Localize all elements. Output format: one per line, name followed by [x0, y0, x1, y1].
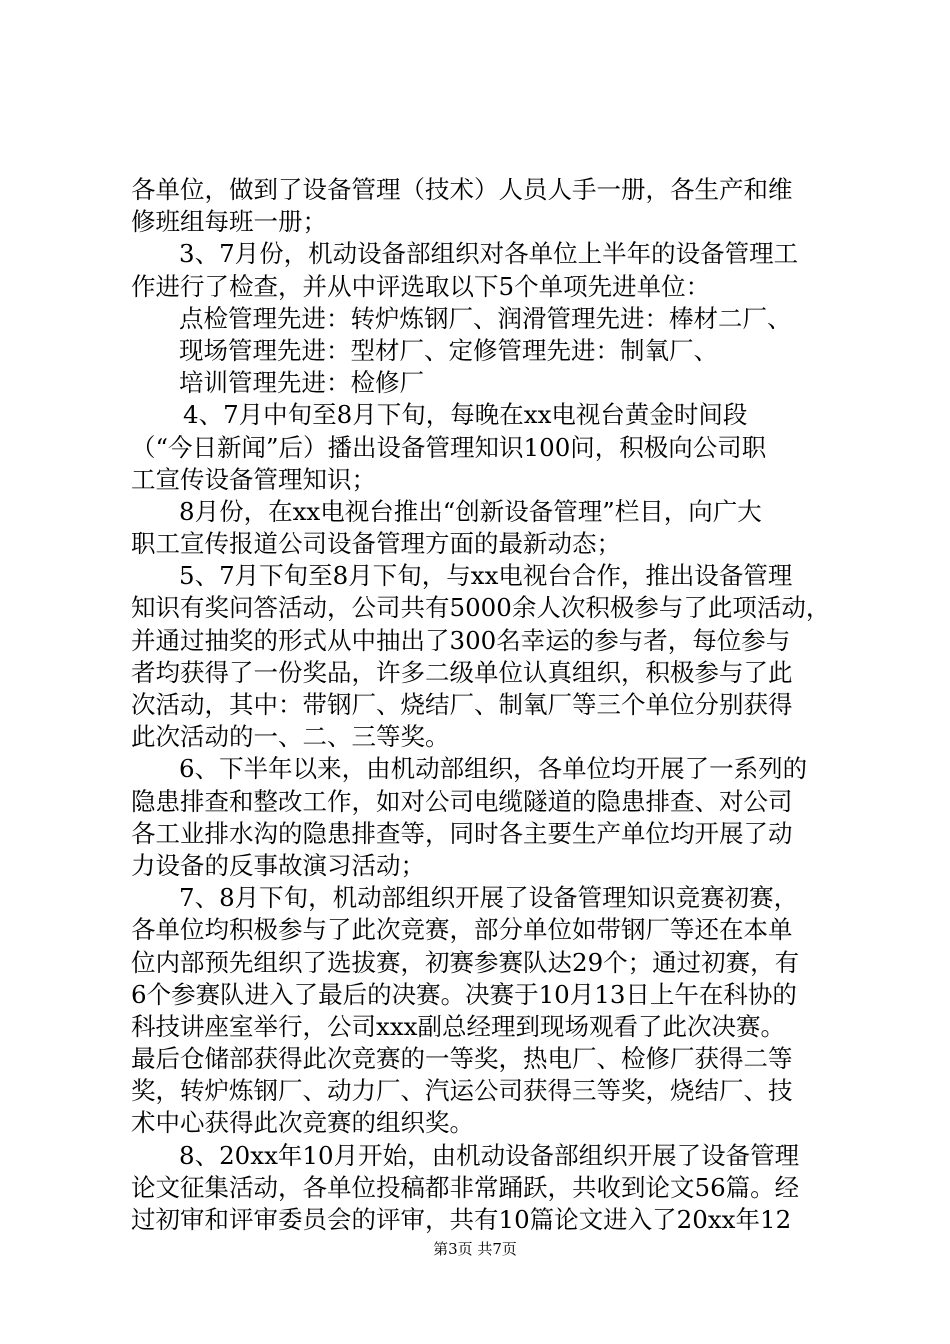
text-line: 8、20xx年10月开始，由机动设备部组织开展了设备管理: [179, 1140, 800, 1170]
text-line: 位内部预先组织了选拔赛，初赛参赛队达29个；通过初赛，有: [131, 947, 800, 977]
text-line: 6、下半年以来，由机动部组织，各单位均开展了一系列的: [179, 754, 808, 784]
text-line: 科技讲座室举行，公司xxx副总经理到现场观看了此次决赛。: [131, 1011, 785, 1041]
text-line: 术中心获得此次竞赛的组织奖。: [131, 1108, 474, 1138]
document-body: [131, 174, 831, 1236]
text-line: 作进行了检查，并从中评选取以下5个单项先进单位：: [131, 271, 711, 301]
text-line: 职工宣传报道公司设备管理方面的最新动态；: [131, 529, 621, 559]
text-line: 次活动，其中：带钢厂、烧结厂、制氧厂等三个单位分别获得: [131, 690, 793, 719]
text-line: 最后仓储部获得此次竞赛的一等奖，热电厂、检修厂获得二等: [131, 1044, 793, 1074]
text-line: 3、7月份，机动设备部组织对各单位上半年的设备管理工: [179, 239, 799, 269]
text-line: 4、7月中旬至8月下旬，每晚在xx电视台黄金时间段: [183, 400, 748, 430]
text-line: 隐患排查和整改工作，如对公司电缆隧道的隐患排查、对公司: [131, 786, 793, 816]
text-line: 7、8月下旬，机动部组织开展了设备管理知识竞赛初赛，: [179, 883, 799, 913]
text-line: 并通过抽奖的形式从中抽出了300名幸运的参与者，每位参与: [131, 625, 791, 655]
text-line: 各单位，做到了设备管理（技术）人员人手一册，各生产和维: [131, 175, 793, 204]
text-line: 力设备的反事故演习活动；: [131, 850, 425, 880]
text-line: 5、7月下旬至8月下旬，与xx电视台合作，推出设备管理: [179, 561, 793, 591]
text-line: 过初审和评审委员会的评审，共有10篇论文进入了20xx年12: [131, 1205, 792, 1234]
text-line: 各单位均积极参与了此次竞赛，部分单位如带钢厂等还在本单: [131, 915, 793, 945]
text-line: 现场管理先进：型材厂、定修管理先进：制氧厂、: [179, 335, 718, 365]
text-line: 此次活动的一、二、三等奖。: [131, 722, 450, 752]
text-line: 者均获得了一份奖品，许多二级单位认真组织，积极参与了此: [131, 657, 793, 687]
text-line: 论文征集活动，各单位投稿都非常踊跃，共收到论文56篇。经: [131, 1172, 800, 1202]
text-line: 修班组每班一册；: [131, 207, 327, 237]
text-line: 奖，转炉炼钢厂、动力厂、汽运公司获得三等奖，烧结厂、技: [131, 1076, 793, 1106]
text-line: （“今日新闻”后）播出设备管理知识100问，积极向公司职: [131, 432, 767, 462]
text-line: 点检管理先进：转炉炼钢厂、润滑管理先进：棒材二厂、: [179, 303, 792, 333]
text-line: 知识有奖问答活动，公司共有5000余人次积极参与了此项活动，: [131, 593, 831, 623]
page-footer: 第3页 共7页: [433, 1240, 517, 1258]
text-line: 6个参赛队进入了最后的决赛。决赛于10月13日上午在科协的: [131, 979, 797, 1009]
text-line: 各工业排水沟的隐患排查等，同时各主要生产单位均开展了动: [131, 818, 793, 848]
text-line: 工宣传设备管理知识；: [131, 464, 376, 494]
text-line: 培训管理先进：检修厂: [179, 368, 424, 398]
text-line: 8月份，在xx电视台推出“创新设备管理”栏目，向广大: [179, 496, 762, 526]
